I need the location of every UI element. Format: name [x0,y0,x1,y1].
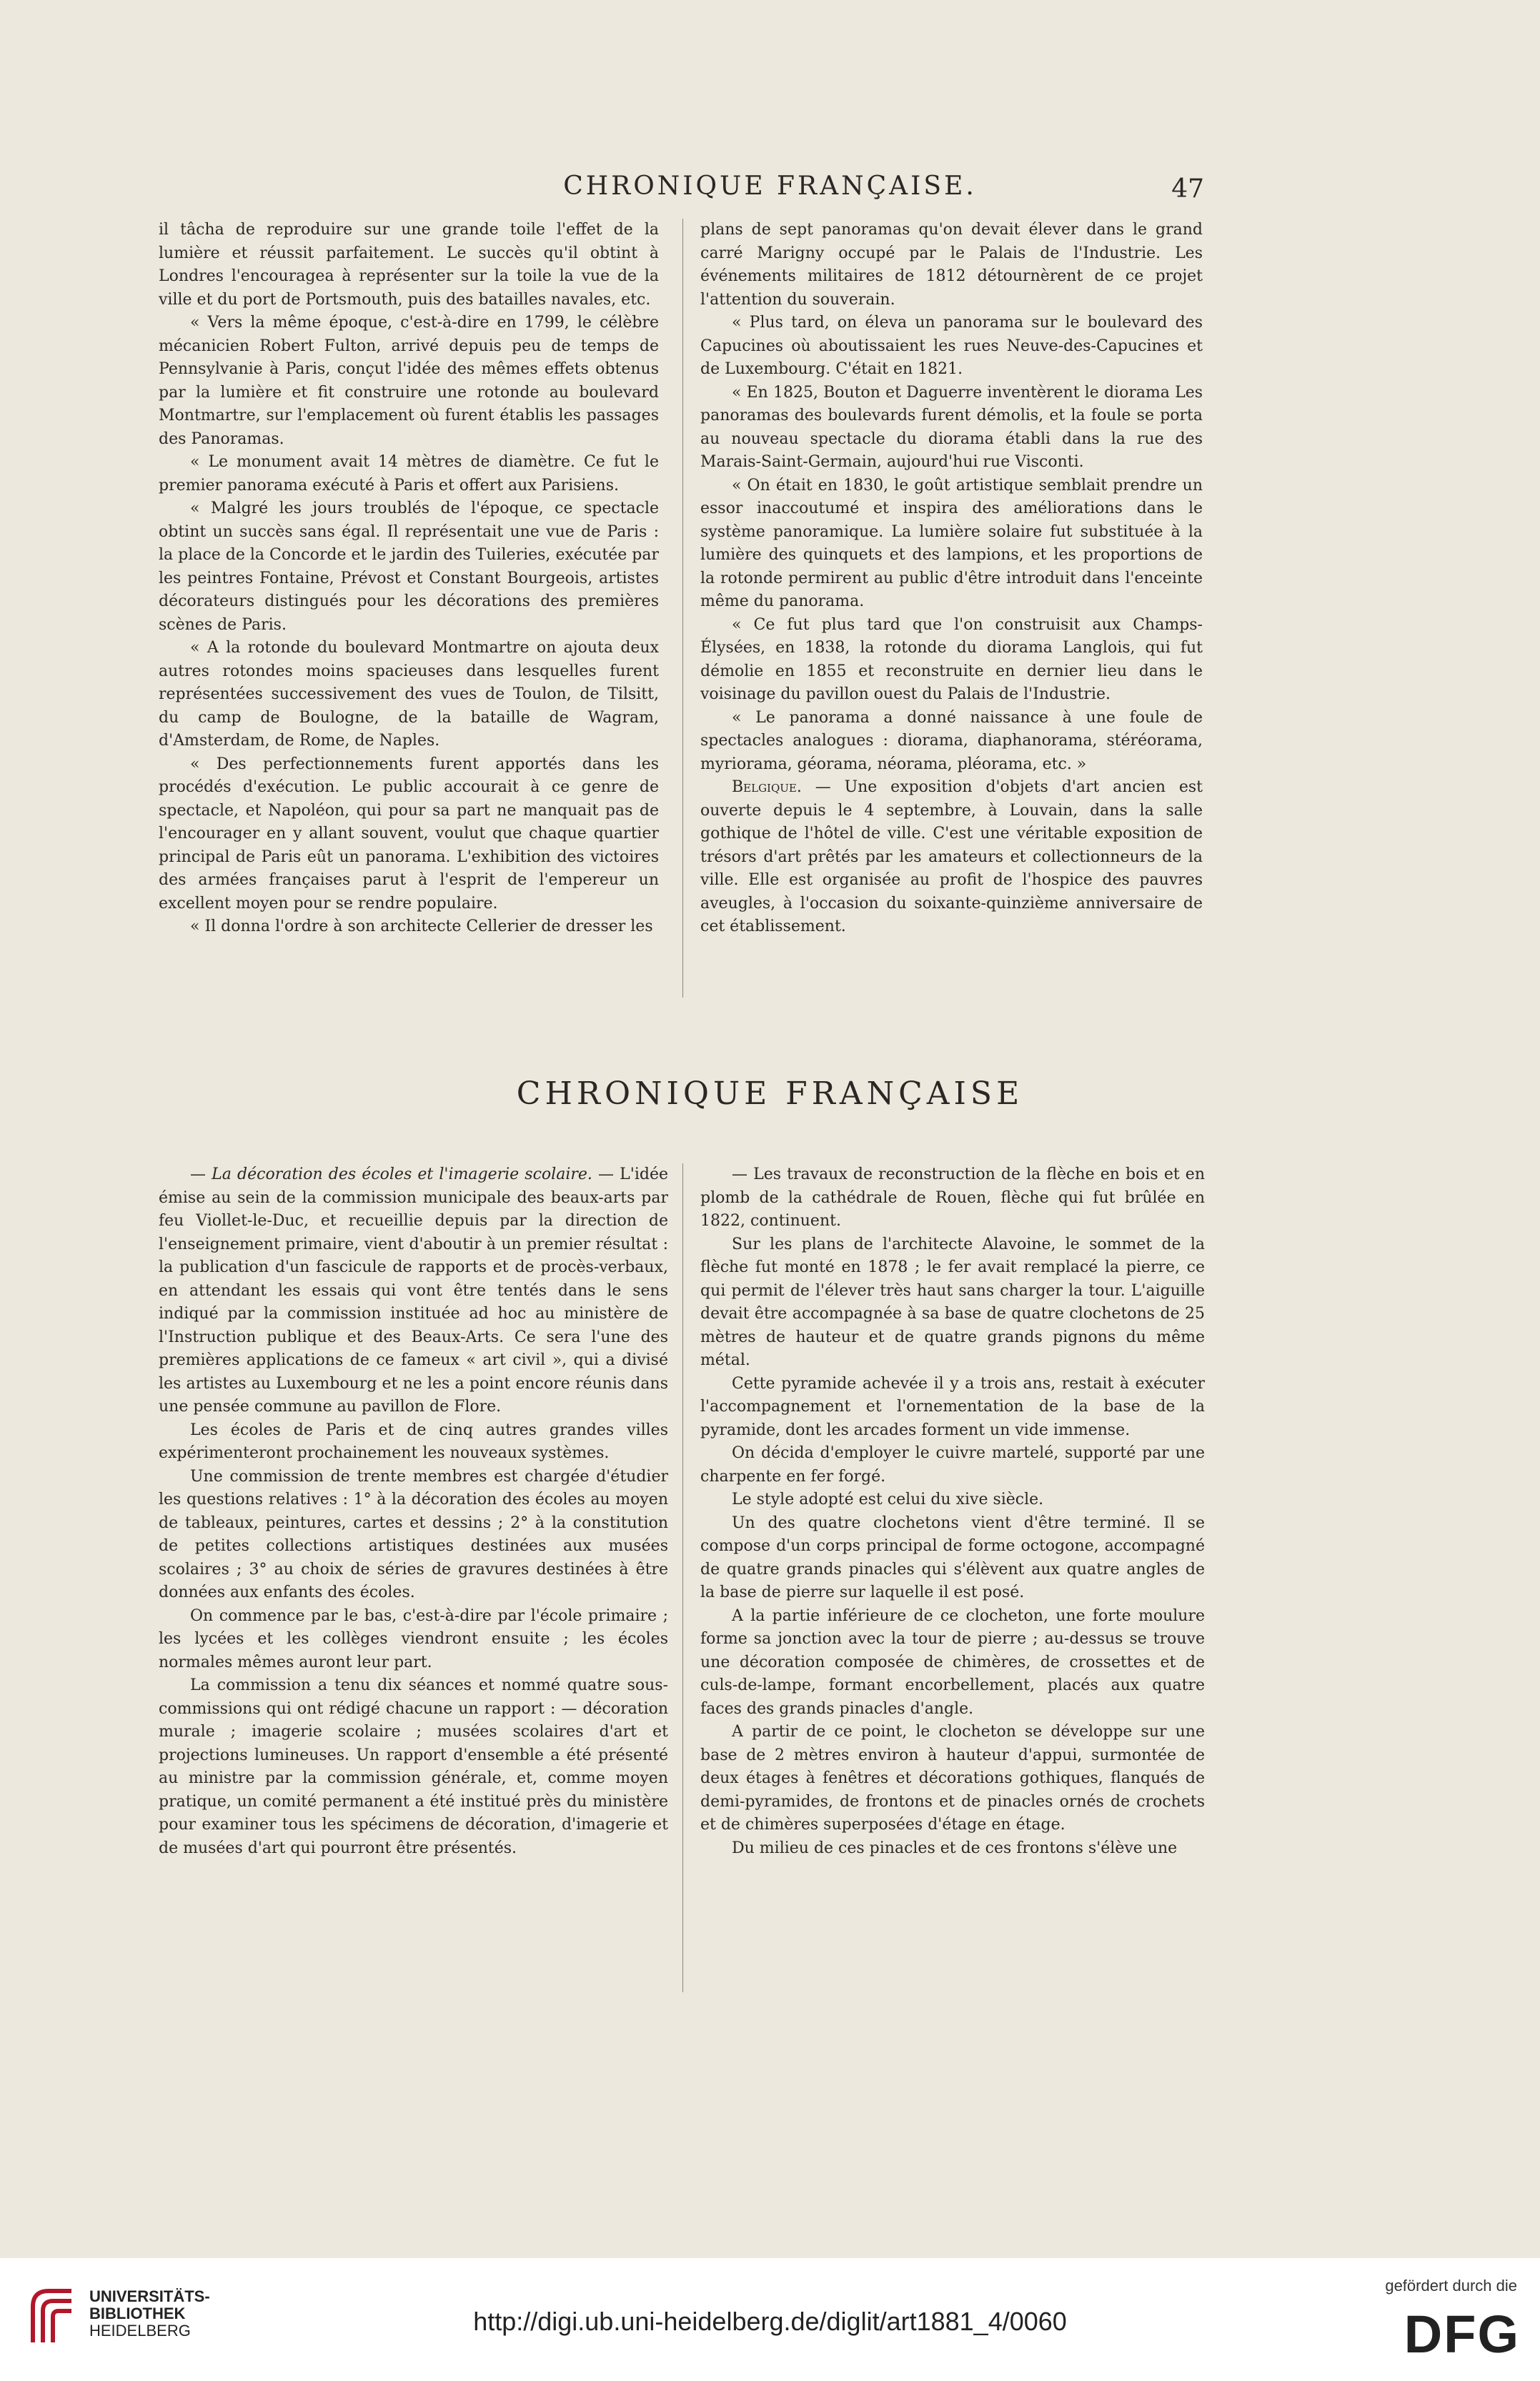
intro-text: — L'idée émise au sein de la commission municipale des beaux-arts par feu Viollet-le-Duc, et recueillie depuis par la direction de l'enseignement primaire, vient d'aboutir à un premier résultat : la publication d'un fascicule de rapports et de procès-verbaux, en attendant les essais qui vont être tentés dans le sens indiqué par la commission instituée ad hoc au ministère de l'Instruction publique et des Beaux-Arts. Ce sera l'une des premières applications de ce fameux « art civil », qui a divisé les artistes au Luxembourg et ne les a point encore réunis dans une pensée commune au pavillon de Flore. [159,1165,668,1416]
paragraph: Cette pyramide achevée il y a trois ans, restait à exécuter l'accompagnement et l'ornementation de la base de la pyramide, dont les arcades forment un vide immense. [700,1374,1205,1439]
paragraph: « Plus tard, on éleva un panorama sur le boulevard des Capucines où aboutissaient les rues Neuve-des-Capucines et de Luxembourg. C'était en 1821. [700,314,1203,378]
belgique-label: Belgique. [732,778,802,796]
article2-left-column [159,1163,668,1860]
paragraph: « Des perfectionnements furent apportés dans les procédés d'exécution. Le public accourait à ce genre de spectacle, et Napoléon, qui pour sa part ne manquait pas de l'encourager en y allant souvent, voulut que chaque quartier principal de Paris eût un panorama. L'exhibition des victoires des armées françaises parut à l'esprit de l'empereur un excellent moyen pour se rendre populaire. [159,755,659,913]
paragraph: « On était en 1830, le goût artistique semblait prendre un essor inaccoutumé et inspira des améliorations dans le système panoramique. La lumière solaire fut substituée à la lumière des quinquets et des lampions, et les proportions de la rotonde permirent au public d'être introduit dans l'enceinte même du panorama. [700,476,1203,610]
library-name: UNIVERSITÄTS- BIBLIOTHEK HEIDELBERG [89,2287,210,2340]
paragraph: Le style adopté est celui du xive siècle. [732,1491,1044,1508]
footer-bar [0,2258,1540,2381]
paragraph: Les écoles de Paris et de cinq autres grandes villes expérimenteront prochainement les nouveaux systèmes. [159,1421,668,1462]
paragraph: « Il donna l'ordre à son architecte Cellerier de dresser les [190,918,653,935]
running-title: CHRONIQUE FRANÇAISE. [563,172,977,201]
paragraph: Un des quatre clochetons vient d'être terminé. Il se compose d'un corps principal de forme octogone, accompagné de quatre grands pinacles qui s'élèvent aux quatre angles de la base de pierre sur laquelle il est posé. [700,1513,1205,1601]
paragraph: La commission a tenu dix séances et nommé quatre sous-commissions qui ont rédigé chacune un rapport : — décoration murale ; imagerie scolaire ; musées scolaires d'art et projections lumineuses. Un rapport d'ensemble a été présenté au ministre par la commission générale, et, comme moyen pratique, un comité permanent a été institué près du ministère pour examiner tous les spécimens de décoration, d'imagerie et de musées d'art qui pourront être présentés. [159,1676,668,1857]
page-number: 47 [1171,174,1204,204]
intro-paragraph [159,1163,668,1419]
dfg-logo: DFG [1404,2305,1520,2364]
belgique-paragraph [700,776,1203,939]
paragraph: « A la rotonde du boulevard Montmartre on ajouta deux autres rotondes moins spacieuses dans lesquelles furent représentées successivement des vues de Toulon, de Tilsitt, du camp de Boulogne, de la bataille de Wagram, d'Amsterdam, de Rome, de Naples. [159,639,659,750]
permalink[interactable]: http://digi.ub.uni-heidelberg.de/diglit/art1881_4/0060 [473,2307,1067,2336]
paragraph: On décida d'employer le cuivre martelé, supporté par une charpente en fer forgé. [700,1444,1205,1486]
article1-right-column [700,219,1203,939]
paragraph: On commence par le bas, c'est-à-dire par l'école primaire ; les lycées et les collèges viendront ensuite ; les écoles normales mêmes auront leur part. [159,1606,668,1671]
paragraph: « Malgré les jours troublés de l'époque, ce spectacle obtint un succès sans égal. Il représentait une vue de Paris : la place de la Concorde et le jardin des Tuileries, exécutée par les peintres Fontaine, Prévost et Constant Bourgeois, artistes décorateurs distingués pour les décorations des premières scènes de Paris. [159,499,659,634]
paragraph: Du milieu de ces pinacles et de ces frontons s'élève une [732,1839,1178,1857]
article1-left-column [159,219,659,939]
paragraph: il tâcha de reproduire sur une grande toile l'effet de la lumière et réussit parfaitement. Le succès qu'il obtint à Londres l'encouragea à représenter sur la toile la vue de la ville et du port de Portsmouth, puis des batailles navales, etc. [159,221,659,309]
article2-right-column [700,1163,1205,1860]
funding-caption: gefördert durch die [1385,2277,1517,2295]
column-rule [682,219,683,998]
paragraph: Sur les plans de l'architecte Alavoine, le sommet de la flèche fut monté en 1878 ; le fer avait remplacé la pierre, ce qui permit de l'élever très haut sans charger la tour. L'aiguille devait être accompagnée à sa base de quatre clochetons de 25 mètres de hauteur et de quatre grands pignons du même métal. [700,1235,1205,1369]
intro-dash: — [190,1165,212,1183]
paragraph: — Les travaux de reconstruction de la flèche en bois et en plomb de la cathédrale de Rouen, flèche qui fut brûlée en 1822, continuent. [700,1165,1205,1230]
column-rule [682,1163,683,1992]
paragraph: A la partie inférieure de ce clocheton, une forte moulure forme sa jonction avec la tour de pierre ; au-dessus se trouve une décoration composée de chimères, de crossettes et de culs-de-lampe, formant encorbellement, placés aux quatre faces des grands pinacles d'angle. [700,1606,1205,1718]
paragraph: « Le monument avait 14 mètres de diamètre. Ce fut le premier panorama exécuté à Paris et offert aux Parisiens. [159,453,659,494]
section-title: CHRONIQUE FRANÇAISE [516,1075,1024,1112]
intro-heading: La décoration des écoles et l'imagerie scolaire. [212,1165,592,1183]
paragraph: A partir de ce point, le clocheton se développe sur une base de 2 mètres environ à hauteur d'appui, surmontée de deux étages à fenêtres et décorations gothiques, flanqués de demi-pyramides, de frontons et de pinacles ornés de crochets et de chimères superposées d'étage en étage. [700,1723,1205,1834]
paragraph: « En 1825, Bouton et Daguerre inventèrent le diorama Les panoramas des boulevards furent démolis, et la foule se porta au nouveau spectacle du diorama établi dans la rue des Marais-Saint-Germain, aujourd'hui rue Visconti. [700,383,1203,471]
paragraph: « Vers la même époque, c'est-à-dire en 1799, le célèbre mécanicien Robert Fulton, arrivé depuis peu de temps de Pennsylvanie à Paris, conçut l'idée des mêmes effets obtenus par la lumière et fit construire une rotonde au boulevard Montmartre, sur l'emplacement où furent établis les passages des Panoramas. [159,314,659,448]
belgique-text: — Une exposition d'objets d'art ancien est ouverte depuis le 4 septembre, à Louvain, dans la salle gothique de l'hôtel de ville. C'est une véritable exposition de trésors d'art prêtés par les amateurs et collectionneurs de la ville. Elle est organisée au profit de l'hospice des pauvres aveugles, à l'occasion du soixante-quinzième anniversaire de cet établissement. [700,778,1203,935]
paragraph: Une commission de trente membres est chargée d'étudier les questions relatives : 1° à la décoration des écoles au moyen de tableaux, peintures, cartes et dessins ; 2° à la constitution de petites collections artistiques destinées aux musées scolaires ; 3° au choix de séries de gravures destinées à être données aux enfants des écoles. [159,1467,668,1601]
paragraph: « Le panorama a donné naissance à une foule de spectacles analogues : diorama, diaphanorama, stéréorama, myriorama, géorama, néorama, pléorama, etc. » [700,708,1203,773]
paragraph: « Ce fut plus tard que l'on construisit aux Champs-Élysées, en 1838, la rotonde du diorama Langlois, qui fut démolie en 1855 et reconstruite en dernier lieu dans le voisinage du pavillon ouest du Palais de l'Industrie. [700,615,1203,703]
paragraph: plans de sept panoramas qu'on devait élever dans le grand carré Marigny occupé par le Palais de l'Industrie. Les événements militaires de 1812 détournèrent de ce projet l'attention du souverain. [700,221,1203,309]
